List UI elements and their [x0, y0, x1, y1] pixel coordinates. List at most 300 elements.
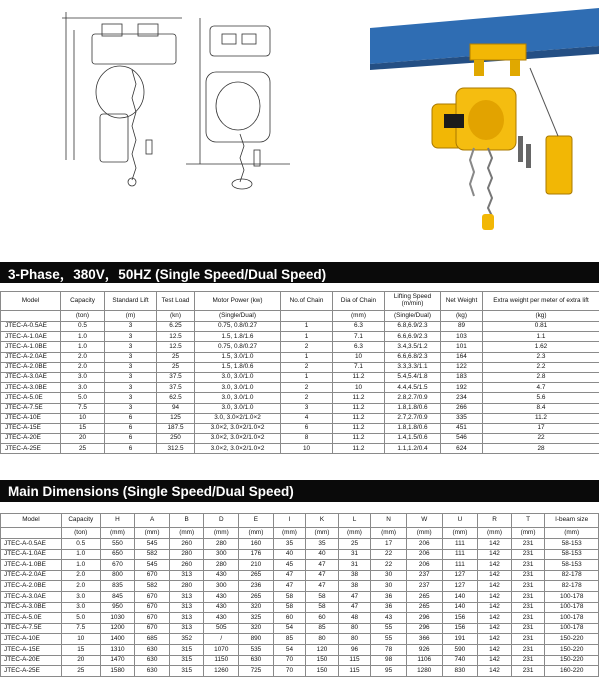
- value-cell: 250: [157, 434, 195, 444]
- value-cell: 3.0, 3.0/1.0: [195, 372, 281, 382]
- value-cell: 11.2: [333, 393, 385, 403]
- value-cell: 1.4,1.5/0.6: [385, 434, 441, 444]
- table-row: [1, 342, 599, 352]
- value-cell: 5.4,5.4/1.8: [385, 372, 441, 382]
- model-cell: JTEC-A-15E: [1, 423, 61, 433]
- value-cell: 430: [204, 591, 239, 602]
- column-header: D: [204, 514, 239, 528]
- value-cell: 545: [135, 539, 170, 550]
- value-cell: 6.3: [333, 342, 385, 352]
- value-cell: 630: [135, 655, 170, 666]
- value-cell: 725: [239, 666, 274, 677]
- value-cell: 234: [441, 393, 483, 403]
- value-cell: 47: [306, 581, 339, 592]
- value-cell: 150: [306, 666, 339, 677]
- unit-cell: (ton): [61, 528, 100, 539]
- value-cell: 150-220: [545, 644, 599, 655]
- specs-table: [0, 291, 599, 454]
- column-header: N: [371, 514, 407, 528]
- value-cell: 122: [441, 362, 483, 372]
- value-cell: 58-153: [545, 549, 599, 560]
- value-cell: 2.8,2.7/0.9: [385, 393, 441, 403]
- value-cell: 115: [338, 666, 371, 677]
- value-cell: 3.0×2, 3.0×2/1.0×2: [195, 434, 281, 444]
- value-cell: 1070: [204, 644, 239, 655]
- value-cell: 3: [105, 393, 157, 403]
- unit-cell: (mm): [306, 528, 339, 539]
- value-cell: 11.2: [333, 444, 385, 454]
- column-header: Standard Lift: [105, 292, 157, 311]
- value-cell: 36: [371, 591, 407, 602]
- value-cell: 10: [61, 413, 105, 423]
- value-cell: 36: [371, 602, 407, 613]
- value-cell: 650: [100, 549, 135, 560]
- table-row: [1, 403, 599, 413]
- unit-cell: [1, 311, 61, 322]
- model-cell: JTEC-A-2.0AE: [1, 570, 62, 581]
- column-header: Extra weight per meter of extra lift: [483, 292, 599, 311]
- value-cell: 430: [204, 613, 239, 624]
- table-row: [1, 549, 599, 560]
- value-cell: 4.7: [483, 383, 599, 393]
- column-header: Capacity: [61, 292, 105, 311]
- value-cell: 206: [406, 560, 442, 571]
- value-cell: 300: [204, 549, 239, 560]
- value-cell: 58: [306, 591, 339, 602]
- value-cell: 206: [406, 539, 442, 550]
- value-cell: 37.5: [157, 383, 195, 393]
- value-cell: 35: [273, 539, 306, 550]
- value-cell: 103: [441, 332, 483, 342]
- value-cell: 313: [169, 591, 204, 602]
- value-cell: 38: [338, 581, 371, 592]
- value-cell: 2: [281, 393, 333, 403]
- value-cell: 142: [478, 613, 512, 624]
- table-row: [1, 655, 599, 666]
- value-cell: 58: [273, 602, 306, 613]
- value-cell: 1.1: [483, 332, 599, 342]
- header-row: [1, 514, 599, 528]
- value-cell: 142: [478, 560, 512, 571]
- value-cell: 22: [483, 434, 599, 444]
- value-cell: 1106: [406, 655, 442, 666]
- value-cell: 6: [105, 434, 157, 444]
- table-row: [1, 322, 599, 332]
- model-cell: JTEC-A-3.0BE: [1, 602, 62, 613]
- value-cell: 15: [61, 644, 100, 655]
- value-cell: 140: [442, 602, 478, 613]
- table-row: [1, 423, 599, 433]
- value-cell: 6: [105, 423, 157, 433]
- value-cell: 7.5: [61, 623, 100, 634]
- value-cell: 2.8: [483, 372, 599, 382]
- value-cell: 231: [511, 634, 545, 645]
- units-row: [1, 311, 599, 322]
- value-cell: 96: [338, 644, 371, 655]
- value-cell: 47: [338, 602, 371, 613]
- value-cell: 3.4,3.5/1.2: [385, 342, 441, 352]
- value-cell: 30: [371, 581, 407, 592]
- table-row: [1, 352, 599, 362]
- value-cell: 0.5: [61, 322, 105, 332]
- value-cell: 47: [273, 581, 306, 592]
- value-cell: 231: [511, 570, 545, 581]
- column-header: B: [169, 514, 204, 528]
- value-cell: 11.2: [333, 372, 385, 382]
- value-cell: 231: [511, 655, 545, 666]
- value-cell: 80: [306, 634, 339, 645]
- value-cell: 70: [273, 666, 306, 677]
- column-header: Capacity: [61, 514, 100, 528]
- value-cell: 546: [441, 434, 483, 444]
- value-cell: 85: [306, 623, 339, 634]
- value-cell: 55: [371, 623, 407, 634]
- table-row: [1, 393, 599, 403]
- table-row: [1, 372, 599, 382]
- table-row: [1, 666, 599, 677]
- value-cell: 582: [135, 581, 170, 592]
- unit-cell: (mm): [239, 528, 274, 539]
- value-cell: 100-178: [545, 602, 599, 613]
- value-cell: 315: [169, 644, 204, 655]
- value-cell: 0.81: [483, 322, 599, 332]
- value-cell: 231: [511, 591, 545, 602]
- value-cell: 85: [273, 634, 306, 645]
- value-cell: 142: [478, 666, 512, 677]
- value-cell: 6.6,6.8/2.3: [385, 352, 441, 362]
- value-cell: 2.3: [483, 352, 599, 362]
- value-cell: 6: [105, 413, 157, 423]
- table-row: [1, 444, 599, 454]
- value-cell: 48: [338, 613, 371, 624]
- value-cell: 40: [306, 549, 339, 560]
- value-cell: 630: [239, 655, 274, 666]
- column-header: Lifting Speed (m/min): [385, 292, 441, 311]
- table-row: [1, 362, 599, 372]
- value-cell: 187.5: [157, 423, 195, 433]
- model-cell: JTEC-A-25E: [1, 666, 62, 677]
- value-cell: 430: [204, 602, 239, 613]
- value-cell: 2.0: [61, 362, 105, 372]
- column-header: No.of Chain: [281, 292, 333, 311]
- value-cell: 142: [478, 623, 512, 634]
- value-cell: 142: [478, 581, 512, 592]
- unit-cell: (Single/Dual): [385, 311, 441, 322]
- value-cell: 670: [100, 560, 135, 571]
- table-row: [1, 623, 599, 634]
- column-header: A: [135, 514, 170, 528]
- model-cell: JTEC-A-25E: [1, 444, 61, 454]
- value-cell: 1.0: [61, 549, 100, 560]
- column-header: T: [511, 514, 545, 528]
- value-cell: 54: [273, 644, 306, 655]
- value-cell: 0.5: [61, 539, 100, 550]
- value-cell: 231: [511, 602, 545, 613]
- table-row: [1, 332, 599, 342]
- value-cell: 740: [442, 655, 478, 666]
- value-cell: 98: [371, 655, 407, 666]
- value-cell: 312.5: [157, 444, 195, 454]
- value-cell: 3.0, 3.0/1.0: [195, 403, 281, 413]
- value-cell: 265: [239, 591, 274, 602]
- value-cell: 1.5, 1.8/1.6: [195, 332, 281, 342]
- table-row: [1, 413, 599, 423]
- value-cell: 630: [135, 644, 170, 655]
- value-cell: 231: [511, 644, 545, 655]
- value-cell: 3: [105, 322, 157, 332]
- value-cell: 3.0, 3.0×2/1.0×2: [195, 413, 281, 423]
- model-cell: JTEC-A-1.0BE: [1, 560, 62, 571]
- value-cell: 25: [157, 362, 195, 372]
- value-cell: 89: [441, 322, 483, 332]
- value-cell: 10: [333, 383, 385, 393]
- value-cell: 47: [306, 560, 339, 571]
- value-cell: 685: [135, 634, 170, 645]
- value-cell: 58-153: [545, 560, 599, 571]
- value-cell: 45: [273, 560, 306, 571]
- value-cell: 3.0×2, 3.0×2/1.0×2: [195, 423, 281, 433]
- model-cell: JTEC-A-15E: [1, 644, 62, 655]
- value-cell: 127: [442, 581, 478, 592]
- value-cell: 670: [135, 570, 170, 581]
- hoist-photo: [370, 8, 599, 246]
- table-row: [1, 602, 599, 613]
- value-cell: 280: [204, 560, 239, 571]
- value-cell: 111: [442, 549, 478, 560]
- value-cell: 156: [442, 613, 478, 624]
- value-cell: 60: [273, 613, 306, 624]
- value-cell: 142: [478, 602, 512, 613]
- value-cell: 30: [371, 570, 407, 581]
- value-cell: 300: [204, 581, 239, 592]
- value-cell: 0.75, 0.8/0.27: [195, 342, 281, 352]
- value-cell: 265: [406, 602, 442, 613]
- value-cell: 550: [100, 539, 135, 550]
- unit-cell: (Single/Dual): [195, 311, 281, 322]
- value-cell: 950: [100, 602, 135, 613]
- unit-cell: [1, 528, 62, 539]
- value-cell: 6.25: [157, 322, 195, 332]
- value-cell: 17: [483, 423, 599, 433]
- value-cell: 1200: [100, 623, 135, 634]
- model-cell: JTEC-A-5.0E: [1, 393, 61, 403]
- model-cell: JTEC-A-3.0AE: [1, 591, 62, 602]
- value-cell: 150-220: [545, 655, 599, 666]
- value-cell: 80: [338, 634, 371, 645]
- value-cell: 845: [100, 591, 135, 602]
- table-row: [1, 434, 599, 444]
- value-cell: 11.2: [333, 413, 385, 423]
- value-cell: 11.2: [483, 413, 599, 423]
- value-cell: 2: [281, 342, 333, 352]
- value-cell: 0.75, 0.8/0.27: [195, 322, 281, 332]
- table-row: [1, 539, 599, 550]
- value-cell: 62.5: [157, 393, 195, 403]
- model-cell: JTEC-A-3.0AE: [1, 372, 61, 382]
- model-cell: JTEC-A-5.0E: [1, 613, 62, 624]
- column-header: I-beam size: [545, 514, 599, 528]
- value-cell: 1: [281, 352, 333, 362]
- value-cell: 3.0×2, 3.0×2/1.0×2: [195, 444, 281, 454]
- value-cell: 265: [406, 591, 442, 602]
- model-cell: JTEC-A-10E: [1, 413, 61, 423]
- value-cell: 12.5: [157, 332, 195, 342]
- value-cell: 2.7,2.7/0.9: [385, 413, 441, 423]
- value-cell: 320: [239, 623, 274, 634]
- value-cell: 47: [338, 591, 371, 602]
- unit-cell: (mm): [135, 528, 170, 539]
- value-cell: 1580: [100, 666, 135, 677]
- value-cell: 142: [478, 570, 512, 581]
- value-cell: 1470: [100, 655, 135, 666]
- value-cell: 231: [511, 623, 545, 634]
- value-cell: 926: [406, 644, 442, 655]
- side-view-drawing: [62, 10, 182, 188]
- model-cell: JTEC-A-3.0BE: [1, 383, 61, 393]
- value-cell: 31: [338, 560, 371, 571]
- value-cell: 142: [478, 655, 512, 666]
- value-cell: 58-153: [545, 539, 599, 550]
- value-cell: 3.3,3.3/1.1: [385, 362, 441, 372]
- value-cell: 670: [135, 602, 170, 613]
- column-header: W: [406, 514, 442, 528]
- value-cell: 3: [105, 383, 157, 393]
- value-cell: 1.62: [483, 342, 599, 352]
- value-cell: 590: [442, 644, 478, 655]
- value-cell: 6.6,6.9/2.3: [385, 332, 441, 342]
- value-cell: 206: [406, 549, 442, 560]
- value-cell: 127: [442, 570, 478, 581]
- model-cell: JTEC-A-1.0BE: [1, 342, 61, 352]
- value-cell: 150-220: [545, 634, 599, 645]
- value-cell: 7.1: [333, 362, 385, 372]
- value-cell: 120: [306, 644, 339, 655]
- value-cell: 231: [511, 581, 545, 592]
- model-cell: JTEC-A-0.5AE: [1, 322, 61, 332]
- value-cell: 35: [306, 539, 339, 550]
- value-cell: 192: [441, 383, 483, 393]
- value-cell: 25: [61, 666, 100, 677]
- value-cell: 2: [281, 383, 333, 393]
- model-cell: JTEC-A-2.0BE: [1, 362, 61, 372]
- column-header: E: [239, 514, 274, 528]
- value-cell: 3.0, 3.0/1.0: [195, 393, 281, 403]
- value-cell: /: [204, 634, 239, 645]
- value-cell: 191: [442, 634, 478, 645]
- value-cell: 505: [204, 623, 239, 634]
- model-cell: JTEC-A-1.0AE: [1, 549, 62, 560]
- value-cell: 11.2: [333, 423, 385, 433]
- value-cell: 6.3: [333, 322, 385, 332]
- value-cell: 160-220: [545, 666, 599, 677]
- unit-cell: (mm): [406, 528, 442, 539]
- value-cell: 3: [105, 372, 157, 382]
- value-cell: 260: [169, 539, 204, 550]
- value-cell: 430: [204, 570, 239, 581]
- value-cell: 11.2: [333, 403, 385, 413]
- value-cell: 890: [239, 634, 274, 645]
- value-cell: 1.5, 1.8/0.6: [195, 362, 281, 372]
- model-cell: JTEC-A-7.5E: [1, 403, 61, 413]
- value-cell: 1: [281, 372, 333, 382]
- unit-cell: (m): [105, 311, 157, 322]
- unit-cell: (mm): [545, 528, 599, 539]
- value-cell: 142: [478, 644, 512, 655]
- value-cell: 3: [281, 403, 333, 413]
- model-cell: JTEC-A-2.0AE: [1, 352, 61, 362]
- value-cell: 82-178: [545, 570, 599, 581]
- value-cell: 320: [239, 602, 274, 613]
- value-cell: 111: [442, 560, 478, 571]
- value-cell: 296: [406, 613, 442, 624]
- table-row: [1, 581, 599, 592]
- unit-cell: [281, 311, 333, 322]
- value-cell: 15: [61, 423, 105, 433]
- value-cell: 31: [338, 549, 371, 560]
- value-cell: 58: [306, 602, 339, 613]
- value-cell: 10: [333, 352, 385, 362]
- value-cell: 70: [273, 655, 306, 666]
- column-header: Model: [1, 514, 62, 528]
- value-cell: 3: [105, 362, 157, 372]
- value-cell: 231: [511, 539, 545, 550]
- value-cell: 7.5: [61, 403, 105, 413]
- value-cell: 100-178: [545, 623, 599, 634]
- header-row: [1, 292, 599, 311]
- value-cell: 25: [157, 352, 195, 362]
- value-cell: 3.0, 3.0/1.0: [195, 383, 281, 393]
- unit-cell: (mm): [371, 528, 407, 539]
- value-cell: 6.8,6.9/2.3: [385, 322, 441, 332]
- unit-cell: (kg): [483, 311, 599, 322]
- value-cell: 58: [273, 591, 306, 602]
- column-header: Motor Power (kw): [195, 292, 281, 311]
- value-cell: 266: [441, 403, 483, 413]
- unit-cell: (mm): [478, 528, 512, 539]
- front-view-drawing: [186, 14, 290, 192]
- value-cell: 160: [239, 539, 274, 550]
- value-cell: 231: [511, 560, 545, 571]
- table-row: [1, 383, 599, 393]
- value-cell: 451: [441, 423, 483, 433]
- value-cell: 7.1: [333, 332, 385, 342]
- value-cell: 6: [281, 423, 333, 433]
- value-cell: 4.4,4.5/1.5: [385, 383, 441, 393]
- value-cell: 183: [441, 372, 483, 382]
- value-cell: 142: [478, 591, 512, 602]
- value-cell: 210: [239, 560, 274, 571]
- column-header: R: [478, 514, 512, 528]
- value-cell: 164: [441, 352, 483, 362]
- value-cell: 237: [406, 581, 442, 592]
- model-cell: JTEC-A-20E: [1, 655, 62, 666]
- value-cell: 1: [281, 322, 333, 332]
- value-cell: 3: [105, 332, 157, 342]
- value-cell: 156: [442, 623, 478, 634]
- value-cell: 2.0: [61, 581, 100, 592]
- value-cell: 545: [135, 560, 170, 571]
- model-cell: JTEC-A-2.0BE: [1, 581, 62, 592]
- value-cell: 1.1,1.2/0.4: [385, 444, 441, 454]
- value-cell: 12.5: [157, 342, 195, 352]
- value-cell: 125: [157, 413, 195, 423]
- value-cell: 10: [281, 444, 333, 454]
- column-header: L: [338, 514, 371, 528]
- value-cell: 82-178: [545, 581, 599, 592]
- value-cell: 3: [105, 352, 157, 362]
- value-cell: 78: [371, 644, 407, 655]
- value-cell: 1.0: [61, 560, 100, 571]
